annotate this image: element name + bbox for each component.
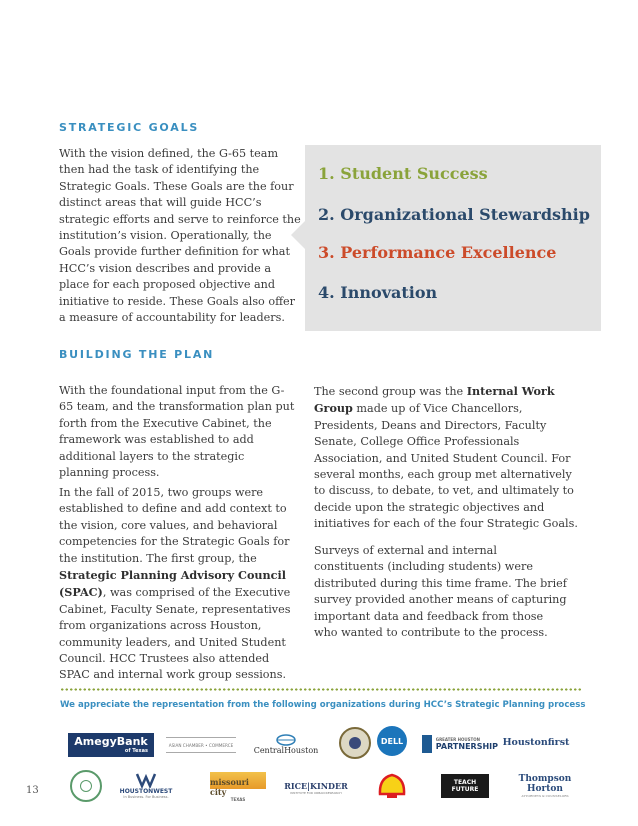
rice-kinder-subtext: INSTITUTE FOR URBAN RESEARCH — [290, 791, 342, 795]
rice-kinder-text: RICE|KINDER — [284, 781, 348, 791]
county-seal-icon — [70, 770, 102, 802]
city-seal-center-icon — [349, 737, 361, 749]
goal-innovation: 4. Innovation — [318, 283, 438, 302]
city-seal-icon — [339, 727, 371, 759]
greater-houston-partnership-logo — [422, 731, 498, 757]
central-houston-emblem-icon — [276, 734, 296, 746]
central-houston-text: CentralHouston — [253, 745, 319, 755]
shell-logo — [377, 772, 407, 800]
future-text: FUTURE — [451, 786, 479, 793]
right-p1-text-b: made up of Vice Chancellors, Presidents, Deans and Directors, Faculty Senate, College Office Professionals Association, and United Student Council. For several months, each group met alternatively to discuss, to debate, to vet, and ultimately to decide upon the strategic objectives and initiatives for each of the four Strategic Goals. — [314, 402, 578, 531]
goal-performance-excellence: 3. Performance Excellence — [318, 243, 557, 262]
spac-bold-term: Strategic Planning Advisory Council (SPAC) — [59, 568, 286, 600]
county-seal-inner-icon — [80, 780, 92, 792]
partnership-building-icon — [422, 735, 432, 753]
building-left-paragraph-2 — [59, 485, 299, 684]
strategic-goals-paragraph: With the vision defined, the G-65 team then had the task of identifying the Strategic Goals. These Goals are the four distinct areas that will guide HCC’s strategic efforts and serve to reinforce the institution’s vision. Operationally, the Goals provide further definition for what HCC’s vision describes and provide a place for each proposed objective and initiative to reside. These Goals also offer a measure of accountability for leaders. — [59, 147, 301, 325]
dell-logo: DELL — [377, 726, 407, 756]
left-p2-text-b: , was comprised of the Executive Cabinet, Faculty Senate, representatives from organizations across Houston, community leaders, and United Student Council. HCC Trustees also attended SPAC and internal work group sessions. — [59, 586, 291, 682]
page-number: 13 — [26, 785, 39, 796]
partnership-main-text: PARTNERSHIP — [435, 742, 498, 751]
missouri-city-text: missouri city — [210, 776, 249, 797]
dotted-divider — [60, 688, 582, 691]
missouri-city-logo — [210, 772, 266, 800]
building-right-paragraph-1 — [314, 383, 582, 533]
acknowledgement-text: We appreciate the representation from the following organizations during HCC’s Strategic Planning process — [60, 700, 586, 710]
goal-student-success: 1. Student Success — [318, 164, 488, 183]
teach-text: TEACH — [453, 779, 477, 786]
building-right-paragraph-2: Surveys of external and internal constituents (including students) were distributed during this time frame. The brief survey provided another means of capturing important data and feedback from those who wanted to contribute to the process. — [314, 544, 567, 640]
asian-chamber-logo: ASIAN CHAMBER • COMMERCE — [166, 737, 236, 753]
houston-west-chamber-logo — [119, 767, 173, 803]
horton-text: Horton — [527, 784, 563, 794]
missouri-city-subtext: TEXAS — [230, 796, 246, 802]
left-p2-text-a: In the fall of 2015, two groups were established to define and add context to the vision, core values, and behavioral competencies for the Strategic Goals for the institution. The first group, the — [59, 486, 290, 565]
houston-first-logo: Houstonfirst — [502, 736, 570, 748]
thompson-horton-logo — [518, 770, 572, 802]
houston-west-text: HOUSTONWEST — [119, 787, 173, 795]
amegy-bank-logo — [68, 733, 154, 757]
amegy-logo-subtext: of Texas — [124, 748, 148, 754]
houston-west-emblem-icon — [135, 772, 157, 788]
goal-organizational-stewardship: 2. Organizational Stewardship — [318, 205, 590, 224]
strategic-goals-heading: STRATEGIC GOALS — [59, 121, 200, 134]
houston-west-subtext: In Business. For Business. — [123, 794, 169, 799]
rice-kinder-logo — [280, 778, 352, 798]
amegy-logo-text: AmegyBank — [74, 735, 148, 748]
building-plan-heading: BUILDING THE PLAN — [59, 348, 215, 361]
central-houston-logo — [254, 730, 318, 758]
goals-callout-pointer — [291, 221, 305, 249]
thompson-text: Thompson — [518, 774, 572, 784]
teach-for-the-future-logo — [441, 774, 489, 798]
shell-icon — [377, 772, 407, 800]
internal-work-group-bold-term: Internal Work Group — [314, 384, 555, 416]
building-left-paragraph-1: With the foundational input from the G-65 team, and the transformation plan put forth from the Executive Cabinet, the framework was established to add additional layers to the strategic planning process. — [59, 384, 295, 480]
thompson-subtext: ATTORNEYS & COUNSELORS — [521, 794, 569, 798]
right-p1-text-a: The second group was the — [314, 385, 467, 398]
partnership-top-text: GREATER HOUSTON — [435, 737, 480, 742]
